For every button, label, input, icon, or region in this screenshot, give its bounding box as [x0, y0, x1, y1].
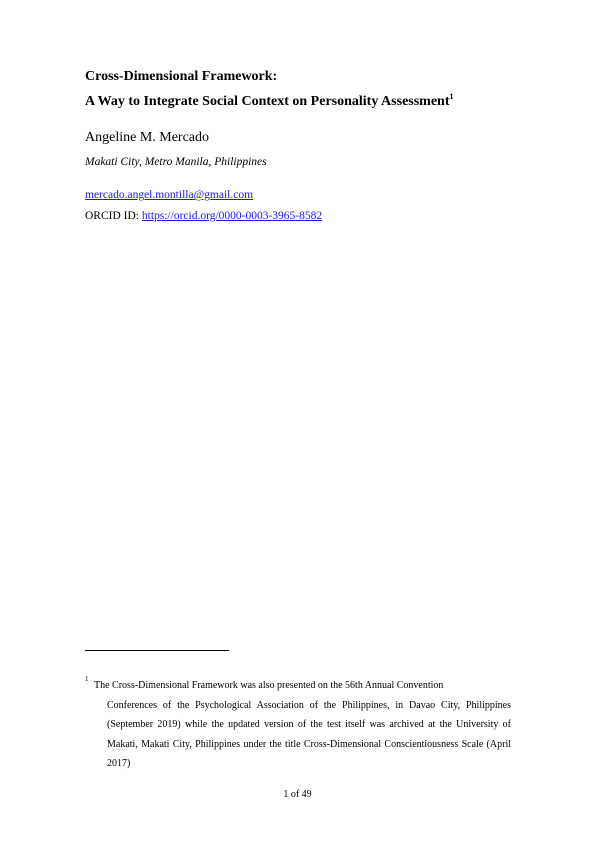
footnote [85, 676, 511, 774]
paper-title-line-1: Cross-Dimensional Framework: [85, 69, 278, 84]
footnote-continuation: Conferences of the Psychological Association of the Philippines, in Davao City, Philippines (September 2019) while the updated version of the test itself was archived at the University of Makati, Makati City, Philippines under the title Cross-Dimensional Conscientiousness Scale (April 2017) [107, 699, 511, 769]
footnote-first-line: The Cross-Dimensional Framework was also presented on the 56th Annual Convention [94, 680, 444, 691]
paper-title-line-2 [85, 94, 454, 110]
author-name: Angeline M. Mercado [85, 130, 210, 145]
footnote-divider [85, 650, 229, 651]
author-email-link[interactable]: mercado.angel.montilla@gmail.com [85, 189, 254, 201]
orcid-row [85, 209, 322, 223]
orcid-label: ORCID ID: [85, 210, 142, 222]
title-footnote-marker: 1 [449, 92, 454, 101]
paper-title-line-2-text: A Way to Integrate Social Context on Personality Assessment [85, 94, 450, 109]
page-number: 1 of 49 [283, 789, 312, 800]
footnote-marker: 1 [85, 675, 89, 683]
footnote-text [94, 676, 511, 774]
author-affiliation: Makati City, Metro Manila, Philippines [85, 156, 267, 168]
orcid-link[interactable]: https://orcid.org/0000-0003-3965-8582 [141, 210, 323, 222]
